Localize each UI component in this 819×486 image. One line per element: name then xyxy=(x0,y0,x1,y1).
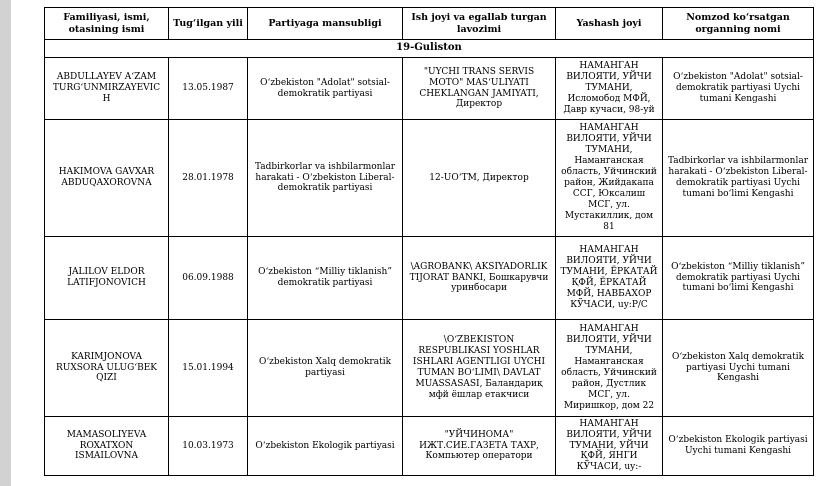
table-row xyxy=(45,237,814,320)
page-left-margin xyxy=(0,0,11,486)
table-row xyxy=(45,120,814,237)
header-residence: Yashash joyi xyxy=(556,8,663,40)
cell-party: O‘zbekiston “Milliy tiklanish” demokratik partiyasi xyxy=(248,237,403,320)
cell-residence: НАМАНГАН ВИЛОЯТИ, УЙЧИ ТУМАНИ, Наманганская область, Уйчинский район, Жийдакапа ССГ, Юксалиш МСГ, ул. Мустакиллик, дом 81 xyxy=(556,120,663,237)
cell-workplace: 12-UO‘TM, Директор xyxy=(403,120,556,237)
header-party-affiliation: Partiyaga mansubligi xyxy=(248,8,403,40)
header-birth-year: Tug‘ilgan yili xyxy=(169,8,248,40)
candidates-table xyxy=(44,7,814,476)
cell-workplace: \AGROBANK\ AKSIYADORLIK TIJORAT BANKI, Бошкарувчи уринбосари xyxy=(403,237,556,320)
cell-workplace: \O‘ZBEKISTON RESPUBLIKASI YOSHLAR ISHLARI AGENTLIGI UYCHI TUMAN BO‘LIMI\ DAVLAT MUASSASASI, Баландариқ мфй ёшлар етакчиси xyxy=(403,320,556,417)
cell-full-name: ABDULLAYEV A‘ZAM TURG‘UNMIRZAYEVICH xyxy=(45,58,169,120)
table-row xyxy=(45,58,814,120)
cell-nominated-by: O‘zbekiston “Milliy tiklanish” demokratik partiyasi Uychi tumani bo‘limi Kengashi xyxy=(663,237,814,320)
cell-full-name: MAMASOLIYEVA ROXATXON ISMAILOVNA xyxy=(45,417,169,476)
cell-birth-date: 15.01.1994 xyxy=(169,320,248,417)
cell-party: O‘zbekiston Xalq demokratik partiyasi xyxy=(248,320,403,417)
cell-birth-date: 28.01.1978 xyxy=(169,120,248,237)
cell-party: O‘zbekiston "Adolat" sotsial-demokratik partiyasi xyxy=(248,58,403,120)
section-row xyxy=(45,40,814,58)
cell-full-name: HAKIMOVA GAVXAR ABDUQAXOROVNA xyxy=(45,120,169,237)
cell-full-name: JALILOV ELDOR LATIFJONOVICH xyxy=(45,237,169,320)
cell-birth-date: 06.09.1988 xyxy=(169,237,248,320)
cell-birth-date: 10.03.1973 xyxy=(169,417,248,476)
cell-nominated-by: O‘zbekiston Ekologik partiyasi Uychi tumani Kengashi xyxy=(663,417,814,476)
cell-nominated-by: Tadbirkorlar va ishbilarmonlar harakati - O‘zbekiston Liberal-demokratik partiyasi Uychi tumani bo‘limi Kengashi xyxy=(663,120,814,237)
header-workplace-position: Ish joyi va egallab turgan lavozimi xyxy=(403,8,556,40)
table-row xyxy=(45,417,814,476)
header-full-name: Familiyasi, ismi, otasining ismi xyxy=(45,8,169,40)
cell-nominated-by: O‘zbekiston Xalq demokratik partiyasi Uychi tumani Kengashi xyxy=(663,320,814,417)
cell-workplace: "УЙЧИНОМА" ИЖТ.СИЕ.ГАЗЕТА ТАХР, Компьютер оператори xyxy=(403,417,556,476)
cell-birth-date: 13.05.1987 xyxy=(169,58,248,120)
cell-party: Tadbirkorlar va ishbilarmonlar harakati - O‘zbekiston Liberal-demokratik partiyasi xyxy=(248,120,403,237)
cell-residence: НАМАНГАН ВИЛОЯТИ, УЙЧИ ТУМАНИ, Наманганская область, Уйчинский район, Дустлик МСГ, ул. Миришкор, дом 22 xyxy=(556,320,663,417)
cell-full-name: KARIMJONOVA RUXSORA ULUG‘BEK QIZI xyxy=(45,320,169,417)
cell-residence: НАМАНГАН ВИЛОЯТИ, УЙЧИ ТУМАНИ, Исломобод МФЙ, Давр кучаси, 98-уй xyxy=(556,58,663,120)
cell-residence: НАМАНГАН ВИЛОЯТИ, УЙЧИ ТУМАНИ, ЁРКАТАЙ ҚФЙ, ЁРКАТАЙ МФЙ, НАВБАХОР КЎЧАСИ, uy:Р/С xyxy=(556,237,663,320)
header-nominating-body: Nomzod ko‘rsatgan organning nomi xyxy=(663,8,814,40)
table-row xyxy=(45,320,814,417)
section-title: 19-Guliston xyxy=(45,40,814,58)
cell-party: O‘zbekiston Ekologik partiyasi xyxy=(248,417,403,476)
cell-residence: НАМАНГАН ВИЛОЯТИ, УЙЧИ ТУМАНИ, УЙЧИ ҚФЙ, ЯНГИ КЎЧАСИ, uy:- xyxy=(556,417,663,476)
cell-workplace: "UYCHI TRANS SERVIS MOTO" MAS‘ULIYATI CHEKLANGAN JAMIYATI, Директор xyxy=(403,58,556,120)
cell-nominated-by: O‘zbekiston "Adolat" sotsial-demokratik partiyasi Uychi tumani Kengashi xyxy=(663,58,814,120)
table-header-row xyxy=(45,8,814,40)
